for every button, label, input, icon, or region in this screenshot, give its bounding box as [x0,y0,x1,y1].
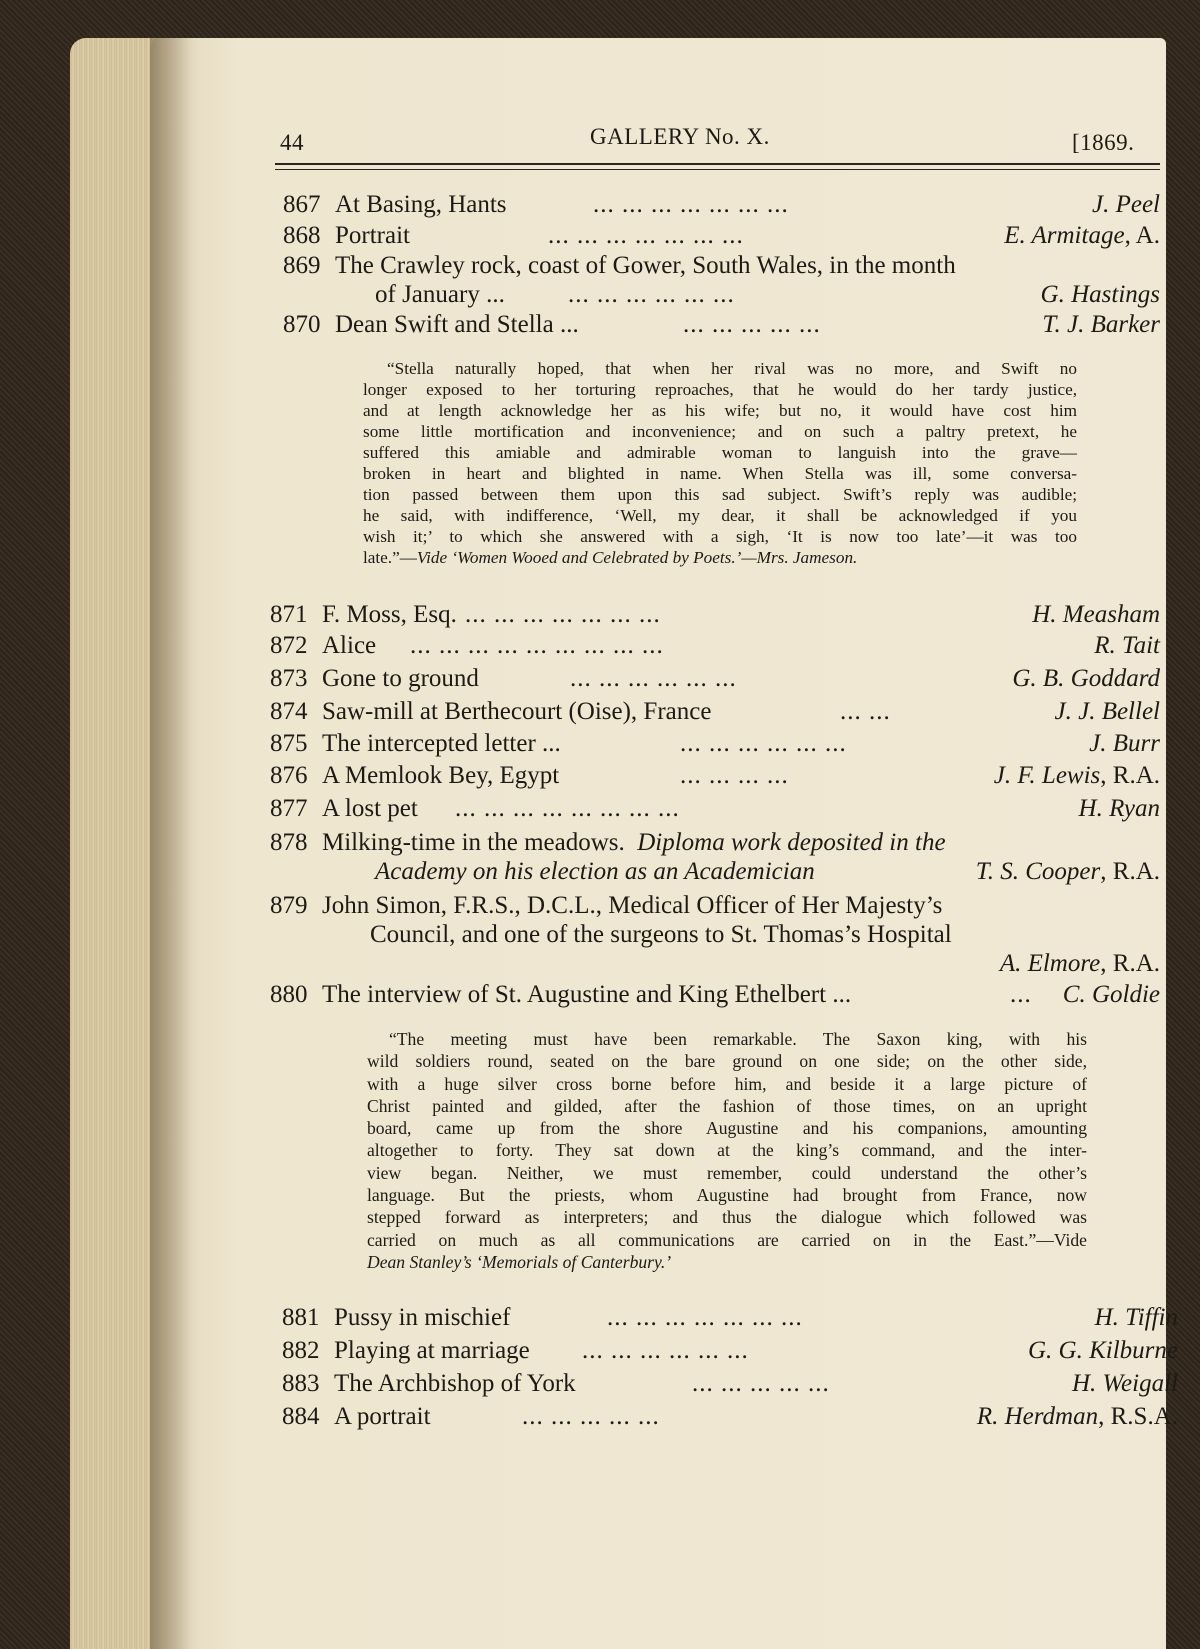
catalogue-entry-continued [270,920,1160,950]
catalogue-entry [270,729,1160,759]
catalogue-entry [283,310,1160,340]
catalogue-entry [283,221,1160,251]
entry-artist: H. Weigall [1071,1370,1178,1397]
catalogue-entry [270,631,1160,661]
entry-artist: J. F. Lewis, R.A. [993,762,1160,789]
entry-artist: J. Peel [1091,191,1160,218]
entry-title: Pussy in mischief [334,1304,511,1331]
entry-title: John Simon, F.R.S., D.C.L., Medical Officer of Her Majesty’s [322,892,943,919]
page-title: GALLERY No. X. [590,124,770,149]
page-year: [1869. [1072,130,1135,155]
entry-number: 874 [270,698,308,725]
entry-artist: R. Herdman, R.S.A. [976,1403,1178,1430]
entry-title: At Basing, Hants [335,191,507,218]
entry-number: 881 [282,1304,320,1331]
entry-title: Gone to ground [322,665,479,692]
catalogue-entry-continued [270,949,1160,979]
entry-title: of January ... [375,281,505,308]
entry-number: 871 [270,601,308,628]
entry-number: 875 [270,730,308,757]
header-rule-thick [275,163,1160,165]
entry-number: 877 [270,795,308,822]
entry-title: A lost pet [322,795,418,822]
entry-number: 873 [270,665,308,692]
entry-artist: H. Tiffin [1094,1304,1178,1331]
catalogue-entry-continued [283,280,1160,310]
catalogue-entry [282,1336,1178,1366]
leader-dots: ... ... ... ... ... [683,311,821,338]
entry-artist: R. Tait [1094,632,1160,659]
entry-number: 884 [282,1403,320,1430]
leader-dots: ... ... ... ... ... ... ... ... [455,795,680,822]
entry-number: 872 [270,632,308,659]
catalogue-entry [282,1369,1178,1399]
entry-number: 870 [283,311,321,338]
leader-dots: ... ... ... ... ... ... [582,1337,749,1364]
entry-artist: A. Elmore, R.A. [999,950,1160,977]
page-number: 44 [280,130,304,155]
entry-title: Playing at marriage [334,1337,530,1364]
quotation-swift-stella: “Stella naturally hoped, that when her rival was no more, and Swift no longer exposed to her torturing reproaches, that he would do her tardy justice, and at length acknowledge her as his wife; but no, it would have cost him some little mortification and inconvenience; and on such a paltry pretext, he suffered this amiable and admirable woman to languish into the grave— broken in heart and blighted in name. When Stella was ill, some conversa- tion passed between them upon this sad subject. Swift’s reply was audible; he said, with indifference, ‘Well, my dear, it shall be acknowledged if you wish it;’ to which she answered with a sigh, ‘It is now too late’—it was too late.”—Vide ‘Women Wooed and Celebrated by Poets.’—Mrs. Jameson. [363,359,1077,567]
entry-title: Academy on his election as an Academician [375,858,815,885]
catalogue-entry [270,761,1160,791]
entry-number: 869 [283,252,321,279]
entry-number: 883 [282,1370,320,1397]
catalogue-entry [270,697,1160,727]
quote-reference: Dean Stanley’s ‘Memorials of Canterbury.’ [367,1251,672,1272]
header-rule-thin [275,169,1160,170]
entry-title: The intercepted letter ... [322,730,561,757]
entry-title: Alice [322,632,377,659]
entry-number: 882 [282,1337,320,1364]
entry-title: Council, and one of the surgeons to St. Thomas’s Hospital [370,921,952,948]
leader-dots: ... ... ... ... [680,762,789,789]
catalogue-entry [270,828,1160,858]
leader-dots: ... ... ... ... ... ... [680,730,847,757]
catalogue-entry [282,1402,1178,1432]
entry-artist: J. J. Bellel [1054,698,1160,725]
leader-dots: ... ... [840,698,891,725]
catalogue-entry-continued [270,857,1160,887]
entry-title: Dean Swift and Stella ... [335,311,579,338]
catalogue-entry [282,1303,1178,1333]
entry-artist: J. Burr [1089,730,1160,757]
entry-title: A portrait [334,1403,431,1430]
entry-artist: H. Measham [1032,601,1160,628]
catalogue-entry [270,794,1160,824]
entry-number: 867 [283,191,321,218]
entry-number: 868 [283,222,321,249]
catalogue-entry [270,664,1160,694]
catalogue-entry [270,980,1160,1010]
entry-artist: C. Goldie [1062,981,1160,1008]
entry-number: 876 [270,762,308,789]
leader-dots: ... ... ... ... ... ... [570,665,737,692]
leader-dots: ... ... ... ... ... ... ... [593,191,789,218]
entry-number: 878 [270,829,308,856]
entry-title: The Crawley rock, coast of Gower, South Wales, in the month [335,252,956,279]
spine-shadow [150,38,195,1649]
entry-number: 880 [270,981,308,1008]
entry-title: Milking-time in the meadows. Diploma work deposited in the [322,829,946,856]
entry-title: The Archbishop of York [334,1370,576,1397]
entry-artist: T. J. Barker [1042,311,1160,338]
catalogue-entry [283,251,1160,281]
leader-dots: ... ... ... ... ... ... ... [607,1304,803,1331]
entry-artist: G. B. Goddard [1012,665,1160,692]
entry-title: The interview of St. Augustine and King Ethelbert ... [322,981,852,1008]
catalogue-entry [270,600,1160,630]
quote-reference: Vide ‘Women Wooed and Celebrated by Poets.’—Mrs. Jameson. [416,548,858,567]
leader-dots: ... ... ... ... ... ... ... [465,601,661,628]
leader-dots: ... ... ... ... ... ... ... ... ... [410,632,664,659]
catalogue-entry [283,190,1160,220]
entry-artist: T. S. Cooper, R.A. [975,858,1160,885]
leader-dots: ... ... ... ... ... ... [568,281,735,308]
leader-dots: ... ... ... ... ... ... ... [548,222,744,249]
entry-number: 879 [270,892,308,919]
entry-artist: G. G. Kilburne [1028,1337,1178,1364]
entry-title: Saw-mill at Berthecourt (Oise), France [322,698,712,725]
catalogue-entry [270,891,1160,921]
entry-title: F. Moss, Esq. [322,601,457,628]
entry-title: A Memlook Bey, Egypt [322,762,560,789]
entry-artist: E. Armitage, A. [1004,222,1160,249]
leader-dots: ... ... ... ... ... [522,1403,660,1430]
entry-artist: G. Hastings [1040,281,1160,308]
leader-dots: ... ... ... ... ... [692,1370,830,1397]
leader-dots: ... [1010,981,1032,1008]
entry-artist: H. Ryan [1078,795,1160,822]
entry-title: Portrait [335,222,410,249]
quotation-augustine: “The meeting must have been remarkable. The Saxon king, with his wild soldiers round, seated on the bare ground on one side; on the other side, with a huge silver cross borne before him, and beside it a large picture of Christ painted and gilded, after the fashion of those times, on an upright board, came up from the shore Augustine and his companions, amounting altogether to forty. They sat down at the king’s command, and the inter- view began. Neither, we must remember, could understand the other’s language. But the priests, whom Augustine had brought from France, now stepped forward as interpreters; and thus the dialogue which followed was carried on much as all communications are carried on in the East.”—Vide Dean Stanley’s ‘Memorials of Canterbury.’ [367,1029,1087,1272]
